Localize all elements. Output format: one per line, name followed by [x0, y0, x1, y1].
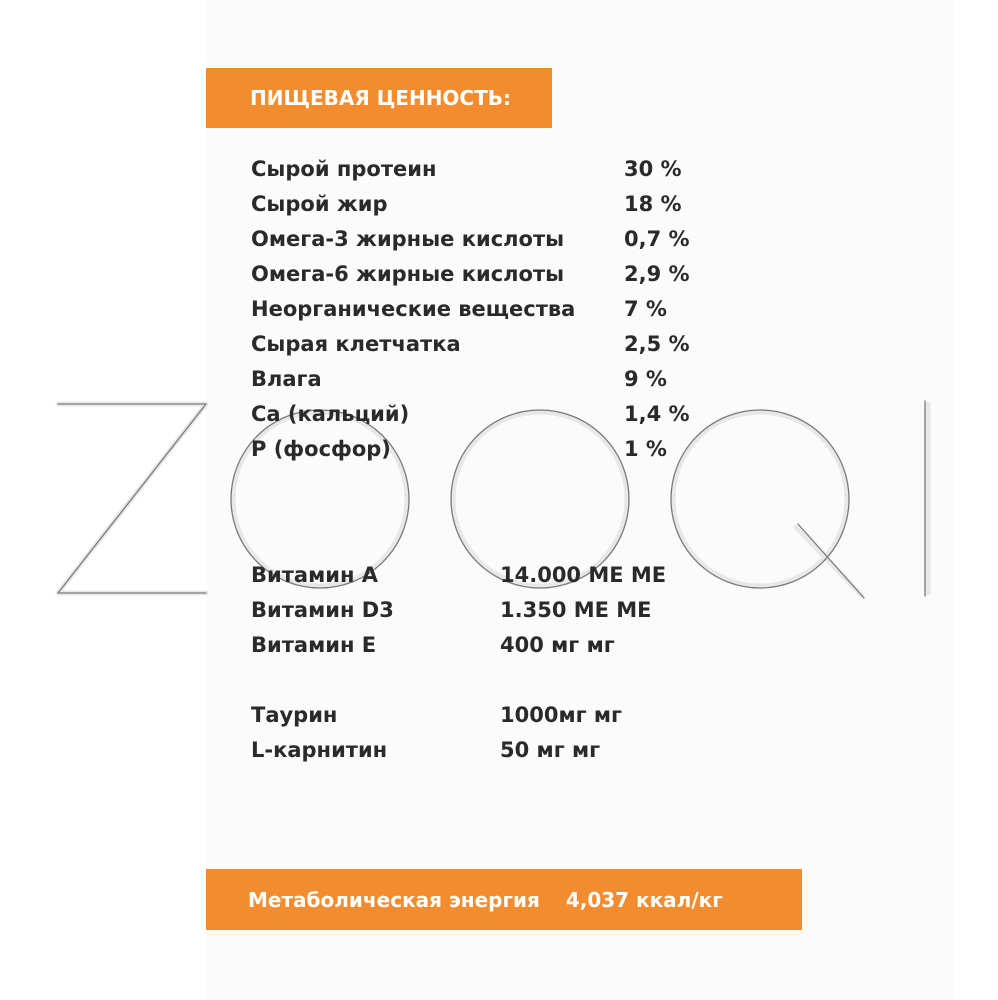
vitamin-row: [251, 628, 615, 663]
additive-row: [251, 698, 623, 733]
nutrient-value: 30 %: [624, 157, 682, 181]
nutrition-title: ПИЩЕВАЯ ЦЕННОСТЬ:: [250, 86, 511, 110]
vitamin-row: [251, 593, 652, 628]
nutrition-header: [206, 68, 552, 128]
additive-label: Таурин: [251, 703, 338, 727]
vitamin-row: [251, 558, 667, 593]
vitamin-label: Витамин E: [251, 633, 377, 657]
nutrient-row: [251, 432, 667, 467]
energy-value: 4,037 ккал/кг: [565, 887, 723, 912]
nutrient-value: 0,7 %: [624, 227, 690, 251]
vitamin-label: Витамин D3: [251, 598, 394, 622]
energy-banner: [206, 869, 802, 930]
nutrient-row: [251, 257, 690, 292]
nutrient-label: Сырой протеин: [251, 157, 437, 181]
energy-label: Метаболическая энергия: [248, 887, 540, 912]
nutrient-label: Неорганические вещества: [251, 297, 576, 321]
additive-label: L-карнитин: [251, 738, 388, 762]
nutrient-row: [251, 292, 667, 327]
nutrient-row: [251, 187, 682, 222]
nutrient-value: 1,4 %: [624, 402, 690, 426]
nutrient-value: 2,5 %: [624, 332, 690, 356]
additive-list: [251, 698, 623, 768]
vitamin-label: Витамин A: [251, 563, 379, 587]
nutrient-row: [251, 327, 690, 362]
nutrient-row: [251, 222, 690, 257]
nutrient-list: [251, 152, 690, 467]
nutrient-label: Влага: [251, 367, 322, 391]
nutrient-label: Ca (кальций): [251, 402, 410, 426]
nutrient-value: 18 %: [624, 192, 682, 216]
nutrient-row: [251, 397, 690, 432]
additive-value: 1000мг мг: [500, 703, 623, 727]
nutrient-label: Сырая клетчатка: [251, 332, 461, 356]
vitamin-list: [251, 558, 667, 663]
additive-row: [251, 733, 601, 768]
vitamin-value: 400 мг мг: [500, 633, 615, 657]
nutrient-row: [251, 362, 667, 397]
nutrient-value: 9 %: [624, 367, 667, 391]
nutrient-label: Омега-6 жирные кислоты: [251, 262, 565, 286]
nutrient-value: 1 %: [624, 437, 667, 461]
nutrient-value: 2,9 %: [624, 262, 690, 286]
nutrient-row: [251, 152, 682, 187]
nutrient-label: P (фосфор): [251, 437, 391, 461]
vitamin-value: 1.350 ME ME: [500, 598, 652, 622]
nutrient-label: Омега-3 жирные кислоты: [251, 227, 565, 251]
content-panel: [206, 0, 954, 1000]
nutrient-label: Сырой жир: [251, 192, 388, 216]
additive-value: 50 мг мг: [500, 738, 601, 762]
vitamin-value: 14.000 ME ME: [500, 563, 667, 587]
nutrient-value: 7 %: [624, 297, 667, 321]
